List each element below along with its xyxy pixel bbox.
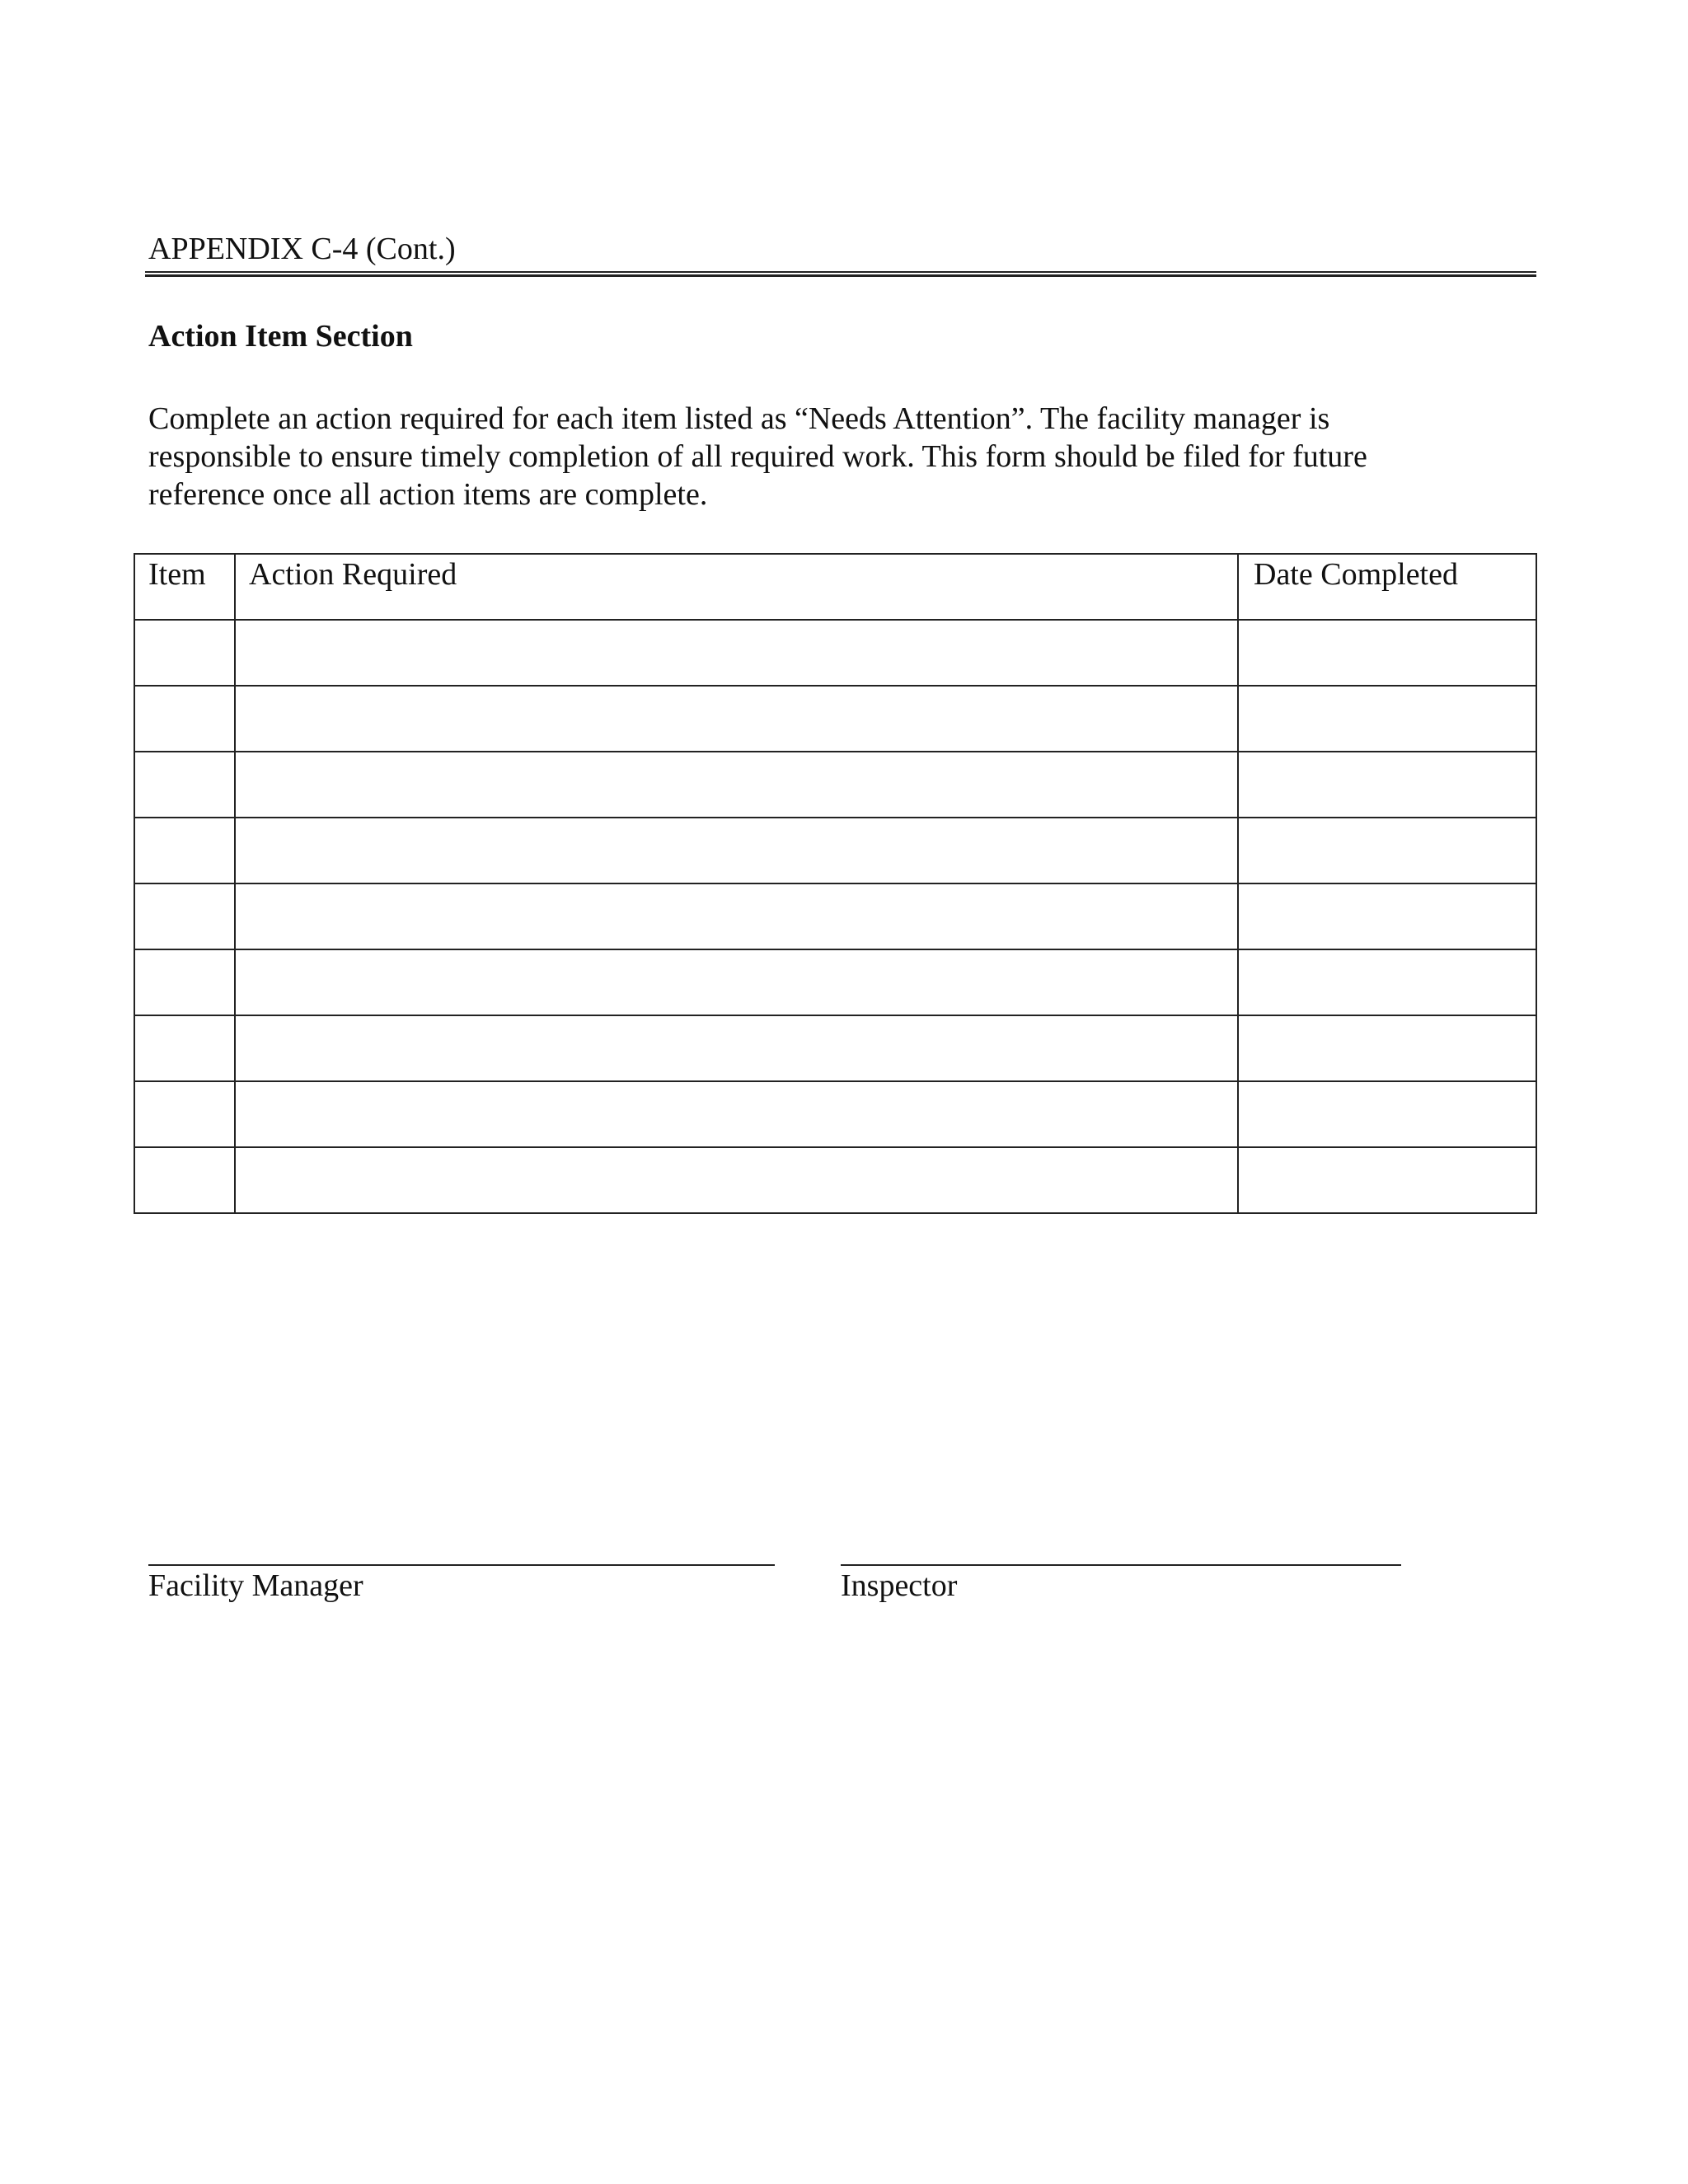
inspector-label: Inspector — [841, 1568, 958, 1603]
table-header-row — [134, 554, 1536, 620]
date-completed-cell[interactable] — [1238, 1081, 1536, 1147]
date-completed-cell[interactable] — [1238, 883, 1536, 949]
action-required-cell[interactable] — [235, 752, 1238, 818]
table-row — [134, 686, 1536, 752]
action-required-cell[interactable] — [235, 686, 1238, 752]
date-completed-cell[interactable] — [1238, 1147, 1536, 1213]
appendix-header: APPENDIX C-4 (Cont.) — [148, 232, 456, 266]
table-row — [134, 1015, 1536, 1081]
instructions-line: responsible to ensure timely completion of all required work. This form should be filed for future — [148, 439, 1367, 474]
table-row — [134, 1081, 1536, 1147]
instructions-line: reference once all action items are complete. — [148, 477, 708, 512]
action-required-cell[interactable] — [235, 1081, 1238, 1147]
item-cell[interactable] — [134, 752, 235, 818]
item-cell[interactable] — [134, 818, 235, 883]
table-row — [134, 620, 1536, 686]
table-row — [134, 818, 1536, 883]
action-required-cell[interactable] — [235, 949, 1238, 1015]
item-cell[interactable] — [134, 1081, 235, 1147]
date-completed-cell[interactable] — [1238, 1015, 1536, 1081]
facility-manager-label: Facility Manager — [148, 1568, 363, 1603]
column-header-date-completed: Date Completed — [1238, 554, 1536, 620]
table-row — [134, 752, 1536, 818]
section-title: Action Item Section — [148, 319, 413, 354]
action-required-cell[interactable] — [235, 1147, 1238, 1213]
date-completed-cell[interactable] — [1238, 686, 1536, 752]
item-cell[interactable] — [134, 620, 235, 686]
header-rule — [145, 271, 1536, 277]
item-cell[interactable] — [134, 883, 235, 949]
table-row — [134, 1147, 1536, 1213]
instructions-paragraph — [148, 400, 1550, 513]
item-cell[interactable] — [134, 1147, 235, 1213]
column-header-item: Item — [134, 554, 235, 620]
instructions-line: Complete an action required for each item listed as “Needs Attention”. The facility manager is — [148, 401, 1330, 436]
item-cell[interactable] — [134, 1015, 235, 1081]
action-item-table — [134, 553, 1537, 1214]
column-header-action-required: Action Required — [235, 554, 1238, 620]
date-completed-cell[interactable] — [1238, 752, 1536, 818]
date-completed-cell[interactable] — [1238, 949, 1536, 1015]
item-cell[interactable] — [134, 686, 235, 752]
date-completed-cell[interactable] — [1238, 620, 1536, 686]
action-required-cell[interactable] — [235, 818, 1238, 883]
item-cell[interactable] — [134, 949, 235, 1015]
table-row — [134, 883, 1536, 949]
action-required-cell[interactable] — [235, 883, 1238, 949]
table-row — [134, 949, 1536, 1015]
action-required-cell[interactable] — [235, 1015, 1238, 1081]
date-completed-cell[interactable] — [1238, 818, 1536, 883]
action-required-cell[interactable] — [235, 620, 1238, 686]
